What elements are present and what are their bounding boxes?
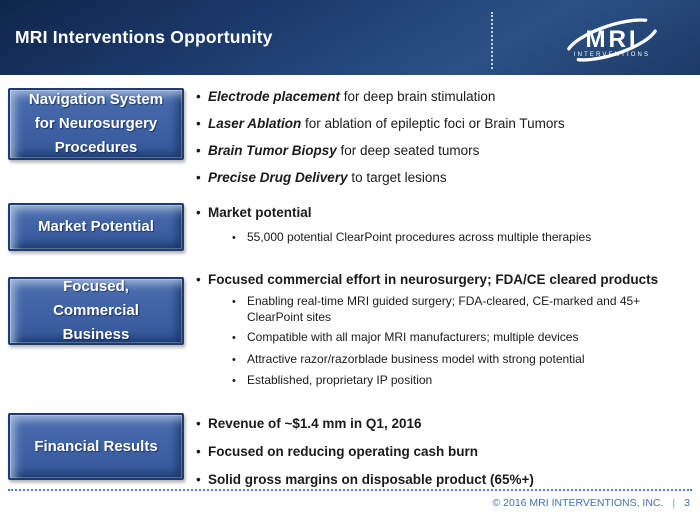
bullet-item [192,271,684,289]
sub-bullet-marker [232,352,247,369]
bullet-list-navigation [192,88,684,196]
footer [493,497,691,509]
bullet-lead: Brain Tumor Biopsy [208,143,337,158]
bullet-marker [192,415,208,433]
sub-bullet-text: Attractive razor/razorblade business model with strong potential [247,351,585,366]
bullet-marker [192,88,208,106]
sub-bullet-marker [232,230,247,247]
bullet-lead: Market potential [208,205,312,220]
slide-header [0,0,700,75]
bullet-marker [192,271,208,289]
bullet-text [208,142,479,160]
bullet-rest: for deep seated tumors [336,143,480,158]
bullet-text [208,415,421,433]
bullet-marker [192,169,208,187]
bullet-lead: Precise Drug Delivery [208,170,348,185]
bullet-text [208,115,565,133]
box-label-line: Market Potential [38,218,154,235]
bullet-text [208,169,447,187]
bullet-marker [192,443,208,461]
sub-bullet-text: Enabling real-time MRI guided surgery; FDA-cleared, CE-marked and 45+ ClearPoint sites [247,294,641,324]
bullet-list-market-potential [192,204,684,252]
sub-bullet-item [232,352,684,369]
footer-divider [8,489,692,491]
box-label-line: Navigation System [28,91,164,108]
section-box-financial-results [8,413,184,480]
bullet-item [192,443,684,461]
sub-bullet-list [192,230,684,247]
footer-separator: | [672,497,676,509]
bullet-marker [192,115,208,133]
sub-bullet-text: 55,000 potential ClearPoint procedures across multiple therapies [247,230,592,244]
bullet-rest: for ablation of epileptic foci or Brain Tumors [301,116,565,131]
bullet-item [192,142,684,160]
bullet-item [192,204,684,222]
section-box-navigation-system [8,88,184,160]
footer-copyright: © 2016 MRI INTERVENTIONS, INC. [492,497,664,509]
bullet-list-financial-results [192,415,684,499]
header-divider [491,12,493,69]
bullet-item [192,169,684,187]
bullet-text [208,443,478,461]
logo-text: MRI [585,25,639,53]
bullet-item [192,471,684,489]
sub-bullet-list [192,294,684,390]
bullet-lead: Electrode placement [208,89,341,104]
box-label-line: for Neurosurgery [34,115,158,132]
box-label-line: Focused, [63,278,129,295]
bullet-marker [192,142,208,160]
logo-subtext: INTERVENTIONS [573,51,651,58]
sub-bullet-marker [232,330,247,347]
bullet-lead: Focused on reducing operating cash burn [208,444,479,459]
bullet-lead: Focused commercial effort in neurosurgery; FDA/CE cleared products [208,272,659,287]
bullet-marker [192,471,208,489]
section-box-focused-commercial-business [8,277,184,345]
bullet-text [208,471,534,489]
bullet-lead: Laser Ablation [208,116,302,131]
bullet-list-focused-commercial [192,271,684,395]
bullet-lead: Revenue of ~$1.4 mm in Q1, 2016 [208,416,422,431]
page-number: 3 [684,497,690,509]
sub-bullet-text: Compatible with all major MRI manufacturers; multiple devices [247,330,579,344]
sub-bullet-item [232,330,684,347]
bullet-text [208,204,312,222]
bullet-text [208,271,658,289]
bullet-text [208,88,495,106]
sub-bullet-item [232,373,684,390]
sub-bullet-item [232,230,684,247]
sub-bullet-marker [232,294,247,325]
box-label-line: Commercial [53,302,139,319]
bullet-rest: for deep brain stimulation [340,89,496,104]
sub-bullet-marker [232,373,247,390]
bullet-rest: to target lesions [347,170,447,185]
box-label-line: Business [62,326,130,343]
slide-title: MRI Interventions Opportunity [15,27,273,47]
company-logo-icon [552,7,672,71]
box-label-line: Procedures [54,139,138,156]
bullet-item [192,115,684,133]
section-box-market-potential [8,203,184,251]
sub-bullet-text: Established, proprietary IP position [247,373,433,387]
sub-bullet-item [232,294,684,325]
bullet-lead: Solid gross margins on disposable product (65%+) [208,472,534,487]
box-label-line: Financial Results [34,437,158,455]
bullet-item [192,415,684,433]
bullet-marker [192,204,208,222]
bullet-item [192,88,684,106]
